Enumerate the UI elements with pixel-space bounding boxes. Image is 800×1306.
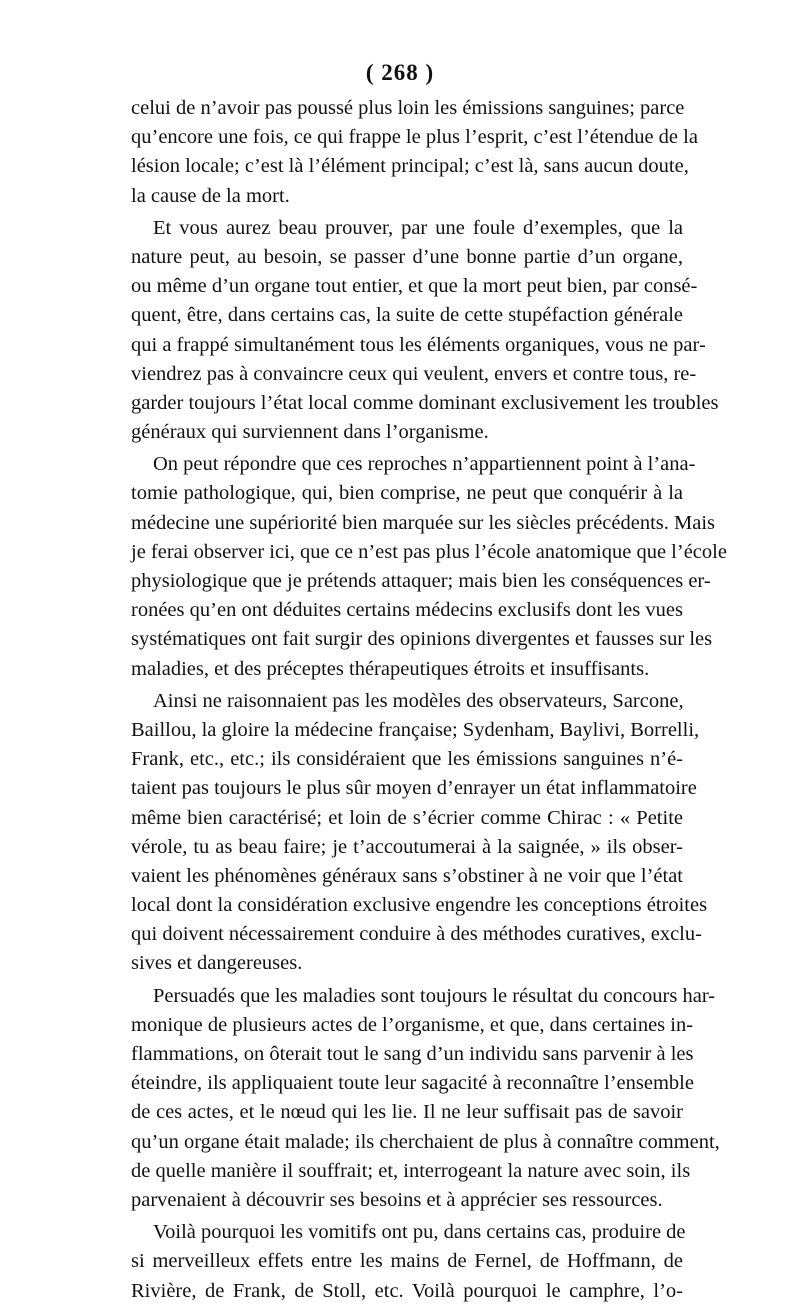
- text-line: Persuadés que les maladies sont toujours le résultat du concours har-: [153, 984, 716, 1007]
- text-line: de quelle manière il souffrait; et, interrogeant la nature avec soin, ils: [131, 1159, 691, 1182]
- text-line: de ces actes, et le nœud qui les lie. Il ne leur suffisait pas de savoir: [131, 1101, 683, 1124]
- text-line: tomie pathologique, qui, bien comprise, ne peut que conquérir à la: [131, 482, 683, 505]
- text-line: même bien caractérisé; et loin de s’écrier comme Chirac : « Petite: [131, 806, 683, 829]
- text-line: qu’un organe était malade; ils cherchaient de plus à connaître comment,: [131, 1130, 720, 1153]
- text-line: Rivière, de Frank, de Stoll, etc. Voilà pourquoi le camphre, l’o-: [131, 1279, 683, 1302]
- text-line: garder toujours l’état local comme dominant exclusivement les troubles: [131, 391, 719, 414]
- text-line: physiologique que je prétends attaquer; mais bien les conséquences er-: [131, 570, 711, 592]
- text-line: vérole, tu as beau faire; je t’accoutumerai à la saignée, » ils obser-: [131, 835, 683, 858]
- text-line: Et vous aurez beau prouver, par une foule d’exemples, que la: [153, 216, 683, 239]
- text-line: taient pas toujours le plus sûr moyen d’enrayer un état inflammatoire: [131, 777, 697, 800]
- text-line: systématiques ont fait surgir des opinions divergentes et fausses sur les: [131, 628, 713, 651]
- text-line: celui de n’avoir pas poussé plus loin les émissions sanguines; parce: [131, 97, 685, 119]
- text-line: éteindre, ils appliquaient toute leur sagacité à reconnaître l’ensemble: [131, 1072, 694, 1095]
- body-text: [131, 94, 727, 1306]
- text-line: flammations, on ôterait tout le sang d’un individu sans parvenir à les: [131, 1043, 694, 1065]
- text-line: lésion locale; c’est là l’élément principal; c’est là, sans aucun doute,: [131, 155, 689, 178]
- text-line: parvenaient à découvrir ses besoins et à apprécier ses ressources.: [131, 1188, 663, 1211]
- text-line: nature peut, au besoin, se passer d’une bonne partie d’un organe,: [131, 245, 683, 268]
- text-line: Ainsi ne raisonnaient pas les modèles des observateurs, Sarcone,: [153, 689, 684, 712]
- text-line: Baillou, la gloire la médecine française; Sydenham, Baylivi, Borrelli,: [131, 718, 700, 741]
- text-line: vaient les phénomènes généraux sans s’obstiner à ne voir que l’état: [131, 864, 683, 887]
- text-line: maladies, et des préceptes thérapeutiques étroits et insuffisants.: [131, 657, 650, 680]
- text-line: la cause de la mort.: [131, 184, 290, 207]
- text-line: quent, être, dans certains cas, la suite de cette stupéfaction générale: [131, 304, 683, 327]
- text-line: qu’encore une fois, ce qui frappe le plus l’esprit, c’est l’étendue de la: [131, 126, 698, 149]
- text-line: sives et dangereuses.: [131, 952, 303, 975]
- text-line: monique de plusieurs actes de l’organisme, et que, dans certaines in-: [131, 1013, 694, 1036]
- text-line: Voilà pourquoi les vomitifs ont pu, dans certains cas, produire de: [153, 1221, 686, 1244]
- text-line: qui doivent nécessairement conduire à des méthodes curatives, exclu-: [131, 923, 702, 946]
- text-line: On peut répondre que ces reproches n’appartiennent point à l’ana-: [153, 453, 696, 476]
- text-line: local dont la considération exclusive engendre les conceptions étroites: [131, 894, 708, 917]
- text-line: si merveilleux effets entre les mains de Fernel, de Hoffmann, de: [131, 1250, 683, 1273]
- text-line: Frank, etc., etc.; ils considéraient que les émissions sanguines n’é-: [131, 748, 683, 771]
- paragraph: [131, 982, 720, 1216]
- text-line: généraux qui surviennent dans l’organisme.: [131, 421, 489, 444]
- paragraph: [131, 214, 719, 448]
- paragraph: [131, 687, 708, 979]
- text-line: médecine une supériorité bien marquée sur les siècles précédents. Mais: [131, 511, 716, 534]
- page-number: ( 268 ): [365, 60, 435, 85]
- text-line: qui a frappé simultanément tous les éléments organiques, vous ne par-: [131, 333, 706, 356]
- paragraph: [131, 450, 727, 684]
- text-line: ronées qu’en ont déduites certains médecins exclusifs dont les vues: [131, 599, 683, 622]
- paragraph: [131, 94, 698, 211]
- text-line: ou même d’un organe tout entier, et que la mort peut bien, par consé-: [131, 275, 698, 298]
- text-line: je ferai observer ici, que ce n’est pas plus l’école anatomique que l’école: [131, 540, 727, 563]
- text-line: viendrez pas à convaincre ceux qui veulent, envers et contre tous, re-: [131, 362, 697, 385]
